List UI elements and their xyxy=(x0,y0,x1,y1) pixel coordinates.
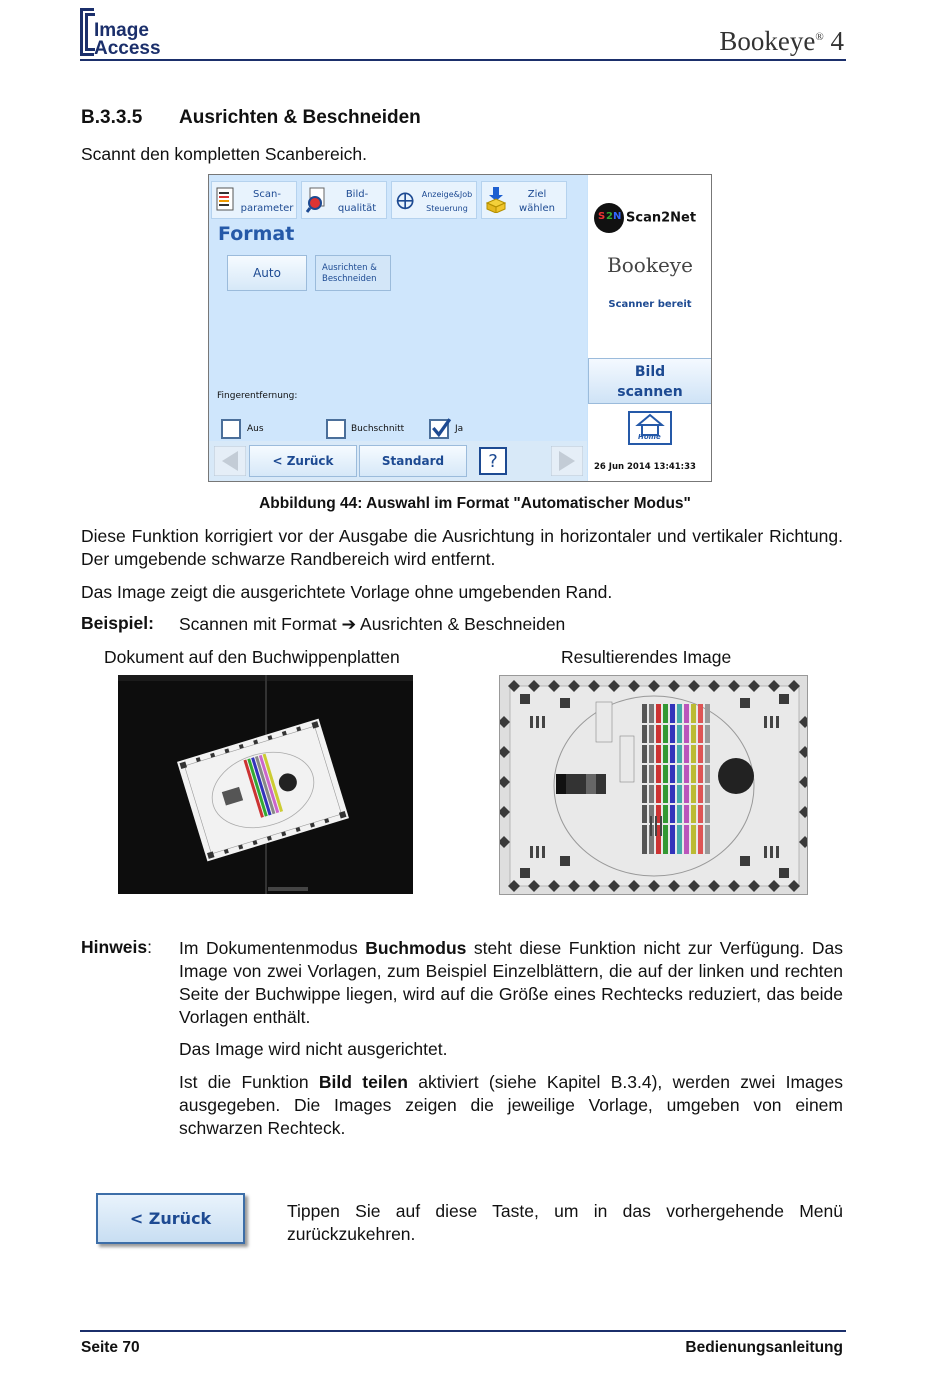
section-heading xyxy=(81,107,421,129)
target-icon xyxy=(486,187,506,213)
format-menu-screenshot xyxy=(208,174,712,482)
example-text-before: Scannen mit Format xyxy=(179,614,337,634)
checkbox-ja[interactable] xyxy=(429,419,449,439)
example-text xyxy=(179,613,843,636)
note-paragraph-3 xyxy=(179,1071,843,1140)
logo-line1: Image xyxy=(94,20,149,41)
navigation-strip xyxy=(209,441,587,481)
section-title: Ausrichten & Beschneiden xyxy=(179,107,421,128)
section-intro: Scannt den kompletten Scanbereich. xyxy=(81,144,368,164)
tab-label: Ziel wählen xyxy=(519,189,555,214)
tab-label: Scan- parameter xyxy=(240,189,294,214)
back-button-illustration[interactable]: < Zurück xyxy=(96,1193,245,1244)
page-number: Seite 70 xyxy=(81,1339,140,1356)
note-label-colon: : xyxy=(147,937,153,957)
bookeye-brand xyxy=(719,26,844,57)
scan2net-logo xyxy=(594,203,696,233)
arrow-right-icon[interactable] xyxy=(551,446,583,476)
home-label: Home xyxy=(638,433,661,441)
document-title: Bedienungsanleitung xyxy=(685,1339,843,1356)
help-button[interactable]: ? xyxy=(479,447,507,475)
brand-number: 4 xyxy=(830,26,844,56)
standard-button[interactable]: Standard xyxy=(359,445,467,477)
scan2net-emblem-icon: S 2 N xyxy=(594,203,624,233)
note-p3-c: aktiviert (siehe Kapitel B.3.4), werden zwei Images ausgegeben. Die Images zeigen die jeweilige Vorlage, umgeben von einem schwarzen Rechteck. xyxy=(179,1072,843,1138)
tab-label: Bild- qualität xyxy=(337,189,377,214)
logo-line2: Access xyxy=(94,38,161,59)
bookeye-logo: Bookeye xyxy=(607,253,693,277)
note-p3-a: Ist die Funktion xyxy=(179,1072,319,1092)
checkbox-aus-label: Aus xyxy=(247,424,264,434)
note-label-text: Hinweis xyxy=(81,937,148,957)
image-access-logo xyxy=(80,8,172,60)
tab-display-job[interactable] xyxy=(391,181,477,219)
note-p1-a: Im Dokumentenmodus xyxy=(179,938,366,958)
paragraph-function: Diese Funktion korrigiert vor der Ausgabe die Ausrichtung in horizontaler und vertikaler Richtung. Der umgebende schwarze Randbereich wird entfernt. xyxy=(81,526,843,569)
example-text-after: Ausrichten & Beschneiden xyxy=(360,614,566,634)
right-image-caption: Resultierendes Image xyxy=(561,647,732,667)
arrow-right-icon: ➔ xyxy=(341,614,357,634)
test-chart-tilted-image xyxy=(118,675,413,894)
status-panel xyxy=(588,175,712,481)
checkmark-icon xyxy=(430,417,452,439)
datetime-readout: 26 Jun 2014 13:41:33 xyxy=(594,462,696,472)
note-paragraph-2: Das Image wird nicht ausgerichtet. xyxy=(179,1039,448,1059)
paragraph-image: Das Image zeigt die ausgerichtete Vorlage ohne umgebenden Rand. xyxy=(81,582,613,602)
checkbox-buchschnitt[interactable] xyxy=(326,419,346,439)
note-p3-bold: Bild teilen xyxy=(318,1072,408,1092)
example-label: Beispiel: xyxy=(81,613,154,633)
footer-rule xyxy=(80,1330,846,1332)
note-p1-c: steht diese Funktion nicht zur Verfügung. Das Image von zwei Vorlagen, zum Beispiel Einzelblättern, die auf der linken und rechten Seite der Buchwippe liegen, wird auf die Größe eines Rechtecks reduziert, das beide Vorlagen enthält. xyxy=(179,938,843,1027)
back-button-description: Tippen Sie auf diese Taste, um in das vorhergehende Menü zurückzukehren. xyxy=(287,1201,843,1244)
scan2net-wordmark: Scan2Net xyxy=(626,210,697,226)
back-button[interactable]: < Zurück xyxy=(249,445,357,477)
header-rule xyxy=(80,59,846,61)
scanner-status: Scanner bereit xyxy=(608,299,692,310)
test-chart-aligned-image xyxy=(500,676,808,895)
finger-distance-label: Fingerentfernung: xyxy=(217,391,298,401)
tab-image-quality[interactable] xyxy=(301,181,387,219)
checkbox-buchschnitt-label: Buchschnitt xyxy=(351,424,405,434)
align-crop-button[interactable]: Ausrichten & Beschneiden xyxy=(315,255,391,291)
arrow-left-icon[interactable] xyxy=(214,446,246,476)
note-p1-bold: Buchmodus xyxy=(365,938,467,958)
tab-scan-parameter[interactable] xyxy=(211,181,297,219)
scan-parameter-icon xyxy=(216,187,236,213)
checkbox-ja-label: Ja xyxy=(455,424,464,434)
scan-image-button[interactable]: Bild scannen xyxy=(588,358,712,404)
menu-title: Format xyxy=(218,223,295,245)
auto-button[interactable]: Auto xyxy=(227,255,307,291)
image-quality-icon xyxy=(306,187,326,213)
figure-caption: Abbildung 44: Auswahl im Format "Automatischer Modus" xyxy=(259,495,691,512)
document-on-cradle-photo xyxy=(118,675,413,894)
checkbox-aus[interactable] xyxy=(221,419,241,439)
note-label xyxy=(81,937,152,958)
display-job-icon xyxy=(396,187,416,213)
brand-name: Bookeye xyxy=(719,26,816,56)
section-number: B.3.3.5 xyxy=(81,107,143,128)
home-button[interactable] xyxy=(628,411,672,445)
resulting-image-photo xyxy=(499,675,808,895)
left-image-caption: Dokument auf den Buchwippenplatten xyxy=(104,647,400,667)
brand-registered-mark: ® xyxy=(815,31,824,43)
note-paragraph-1 xyxy=(179,937,843,1029)
menu-panel xyxy=(209,175,587,481)
tab-label: Anzeige&Job Steuerung xyxy=(421,190,473,213)
tab-target[interactable] xyxy=(481,181,567,219)
